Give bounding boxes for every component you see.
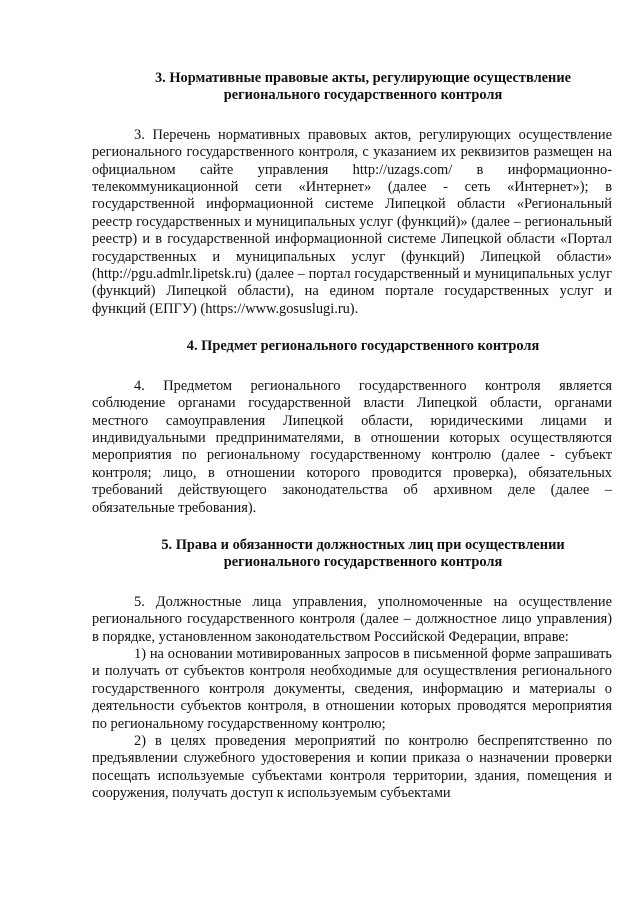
paragraph-5: 5. Должностные лица управления, уполномоченные на осуществление регионального государственного контроля (далее – должностное лицо управления) в порядке, установленном законодательством Российской Федерации, вправе:: [92, 593, 612, 645]
section-5-heading-line-1: 5. Права и обязанности должностных лиц при осуществлении: [161, 536, 565, 553]
section-3-heading-line-1: 3. Нормативные правовые акты, регулирующие осуществление: [154, 70, 572, 86]
paragraph-5-item-2: 2) в целях проведения мероприятий по контролю беспрепятственно по предъявлении служебного удостоверения и копии приказа о назначении проверки посещать используемые субъектами контроля территории, здания, помещения и сооружения, получать доступ к используемым субъектами: [92, 733, 612, 802]
paragraph-5-item-1: 1) на основании мотивированных запросов в письменной форме запрашивать и получать от субъектов контроля необходимые для осуществления регионального государственного контроля документы, сведения, информацию и материалы о деятельности субъектов контроля, в отношении которых проводятся мероприятия по региональному государственному контролю;: [92, 645, 612, 732]
section-5-heading: [92, 537, 612, 572]
section-5-heading-line-2: регионального государственного контроля: [223, 554, 503, 571]
paragraph-4: 4. Предметом регионального государственного контроля является соблюдение органами государственной власти Липецкой области, органами местного самоуправления Липецкой области, юридическими лицами и индивидуальными предпринимателями, в отношении которых осуществляются мероприятия по региональному государственному контролю (далее - субъект контроля; лицо, в отношении которого проводится проверка), обязательных требований действующего законодательства об архивном деле (далее – обязательные требования).: [92, 377, 612, 516]
paragraph-3: 3. Перечень нормативных правовых актов, регулирующих осуществление регионального государственного контроля, с указанием их реквизитов размещен на официальном сайте управления http://uzags.com/ в информационно-телекоммуникационной сети «Интернет» (далее - сеть «Интернет»); в государственной информационной системе Липецкой области «Региональный реестр государственных и муниципальных услуг (функций)» (далее – региональный реестр) и в государственной информационной системе Липецкой области «Портал государственных и муниципальных услуг (функций) Липецкой области» (http://pgu.admlr.lipetsk.ru) (далее – портал государственный и муниципальных услуг (функций) Липецкой области), на едином портале государственных услуг и функций (ЕПГУ) (https://www.gosuslugi.ru).: [92, 126, 612, 317]
section-4-heading-line-1: 4. Предмет регионального государственного контроля: [186, 338, 540, 355]
section-3-heading: [92, 70, 612, 105]
section-4-heading: [92, 338, 612, 355]
section-3-heading-line-2: регионального государственного контроля: [223, 87, 503, 104]
